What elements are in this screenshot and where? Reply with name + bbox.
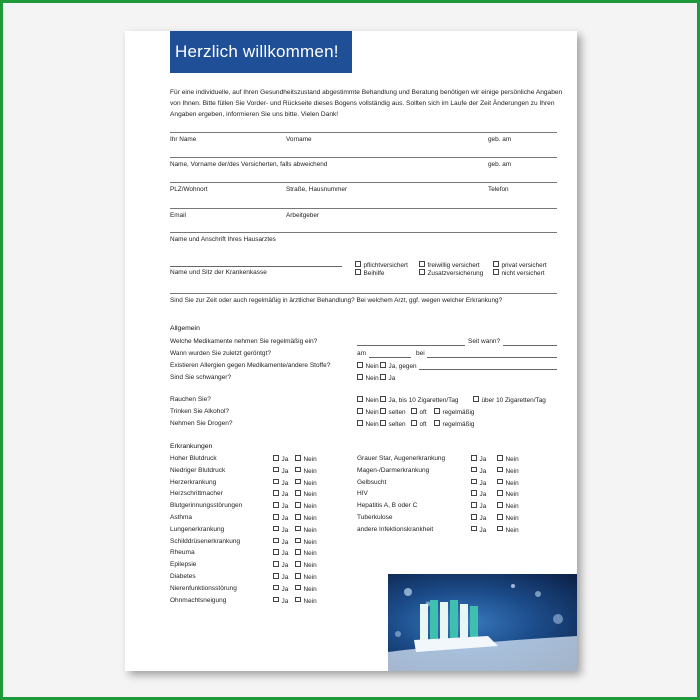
erkrankung-ja-option[interactable]: Ja <box>273 514 288 522</box>
erkrankung-ja-option[interactable]: Ja <box>273 561 288 569</box>
erkrankung-label: Niedriger Blutdruck <box>170 466 226 474</box>
checkbox[interactable] <box>434 420 440 426</box>
water-bubble <box>404 588 412 596</box>
checkbox[interactable] <box>471 502 477 508</box>
erkrankung-ja-option[interactable]: Ja <box>273 502 288 510</box>
erkrankung-ja-option[interactable]: Ja <box>471 526 486 534</box>
label-vorname: Vorname <box>286 136 312 143</box>
checkbox[interactable] <box>497 467 503 473</box>
erkrankung-label: Epilepsie <box>170 561 197 569</box>
bei-line[interactable] <box>427 357 557 358</box>
label-ihr-name: Ihr Name <box>170 136 197 143</box>
erkrankung-label: Lungenerkrankung <box>170 525 225 533</box>
label-behandlung: Sind Sie zur Zeit oder auch regelmäßig in ärztlicher Behandlung? Bei welchem Arzt, ggf. wegen welcher Erkrankung? <box>170 297 503 304</box>
label-bei: bei <box>416 350 425 357</box>
schwanger-ja[interactable]: Ja <box>380 374 395 382</box>
erkrankung-ja-option[interactable]: Ja <box>273 479 288 487</box>
erkrankung-ja-option[interactable]: Ja <box>273 585 288 593</box>
checkbox[interactable] <box>273 514 279 520</box>
checkbox[interactable] <box>273 573 279 579</box>
page-title: Herzlich willkommen! <box>170 31 352 73</box>
erkrankung-label: Diabetes <box>170 573 196 580</box>
erkrankung-nein-option[interactable]: Nein <box>295 526 317 534</box>
row-name[interactable] <box>170 132 557 148</box>
erkrankung-nein-option[interactable]: Nein <box>295 573 317 581</box>
checkbox[interactable] <box>273 561 279 567</box>
form-line <box>170 293 557 294</box>
erkrankung-label: HIV <box>357 490 368 498</box>
bristle-tuft <box>460 604 468 640</box>
erkrankung-ja-option[interactable]: Ja <box>273 573 288 581</box>
erkrankung-label: Rheuma <box>170 549 195 557</box>
checkbox[interactable] <box>273 549 279 555</box>
label-geb-am: geb. am <box>488 136 512 143</box>
erkrankung-ja-option[interactable]: Ja <box>273 549 288 557</box>
bristle-tuft <box>430 600 438 640</box>
erkrankung-label: Ohnmachtsneigung <box>170 596 227 604</box>
erkrankung-nein-option[interactable]: Nein <box>497 467 519 475</box>
allergie-ja[interactable]: Ja, gegen <box>380 362 417 370</box>
toothbrush-photo <box>388 574 577 671</box>
label-email: Email <box>170 212 186 219</box>
row-behandlung[interactable] <box>170 293 557 309</box>
erkrankung-ja-option[interactable]: Ja <box>273 490 288 498</box>
checkbox[interactable] <box>357 362 363 368</box>
checkbox[interactable] <box>295 467 301 473</box>
erkrankung-ja-option[interactable]: Ja <box>471 467 486 475</box>
erkrankung-ja-option[interactable]: Ja <box>471 514 486 522</box>
erkrankung-label: Tuberkulose <box>357 514 393 521</box>
checkbox[interactable] <box>471 479 477 485</box>
checkbox[interactable] <box>497 502 503 508</box>
am-line[interactable] <box>369 357 411 358</box>
erkrankung-nein-option[interactable]: Nein <box>295 549 317 557</box>
checkbox[interactable] <box>471 514 477 520</box>
erkrankung-nein-option[interactable]: Nein <box>497 479 519 487</box>
label-versicherter: Name, Vorname der/des Versicherten, falls abweichend <box>170 161 328 168</box>
erkrankung-nein-option[interactable]: Nein <box>295 538 317 546</box>
erkrankung-ja-option[interactable]: Ja <box>471 502 486 510</box>
checkbox[interactable] <box>273 467 279 473</box>
alkohol-regelmaessig[interactable]: regelmäßig <box>434 408 474 416</box>
checkbox[interactable] <box>295 549 301 555</box>
checkbox[interactable] <box>273 502 279 508</box>
schwanger-nein[interactable]: Nein <box>357 374 379 382</box>
form-line <box>170 157 557 158</box>
row-versicherter[interactable] <box>170 157 557 173</box>
erkrankung-label: Hepatitis A, B oder C <box>357 502 418 510</box>
label-geb-am-2: geb. am <box>488 161 512 168</box>
erkrankung-nein-option[interactable]: Nein <box>497 514 519 522</box>
form-line <box>170 132 557 133</box>
option-zusatz[interactable]: Zusatzversicherung <box>419 269 483 277</box>
erkrankung-label: Asthma <box>170 514 193 521</box>
erkrankung-nein-option[interactable]: Nein <box>497 502 519 510</box>
q-geroentgt: Wann wurden Sie zuletzt geröntgt? <box>170 350 271 357</box>
erkrankung-ja-option[interactable]: Ja <box>471 479 486 487</box>
erkrankung-label: Magen-/Darmerkrankung <box>357 466 430 474</box>
erkrankung-label: Schilddrüsenerkrankung <box>170 537 241 545</box>
checkbox[interactable] <box>273 538 279 544</box>
erkrankung-label: Gelbsucht <box>357 478 387 486</box>
erkrankung-nein-option[interactable]: Nein <box>295 502 317 510</box>
erkrankung-nein-option[interactable]: Nein <box>295 490 317 498</box>
checkbox[interactable] <box>473 396 479 402</box>
checkbox[interactable] <box>295 597 301 603</box>
checkbox[interactable] <box>295 479 301 485</box>
checkbox[interactable] <box>493 261 499 267</box>
erkrankung-nein-option[interactable]: Nein <box>295 585 317 593</box>
q-allergien: Existieren Allergien gegen Medikamente/andere Stoffe? <box>170 362 331 369</box>
erkrankung-nein-option[interactable]: Nein <box>295 455 317 463</box>
erkrankung-nein-option[interactable]: Nein <box>497 455 519 463</box>
erkrankung-ja-option[interactable]: Ja <box>273 538 288 546</box>
allergie-nein[interactable]: Nein <box>357 362 379 370</box>
checkbox[interactable] <box>357 396 363 402</box>
medikamente-line[interactable] <box>357 345 465 346</box>
checkbox[interactable] <box>380 362 386 368</box>
erkrankung-label: andere Infektionskrankheit <box>357 525 434 533</box>
checkbox[interactable] <box>357 408 363 414</box>
checkbox[interactable] <box>419 261 425 267</box>
label-telefon: Telefon <box>488 186 509 193</box>
q-alkohol: Trinken Sie Alkohol? <box>170 408 230 415</box>
checkbox[interactable] <box>295 538 301 544</box>
erkrankung-label: Herzerkrankung <box>170 478 217 486</box>
checkbox[interactable] <box>471 455 477 461</box>
q-schwanger: Sind Sie schwanger? <box>170 374 232 381</box>
form-line <box>170 182 557 183</box>
checkbox[interactable] <box>357 420 363 426</box>
checkbox[interactable] <box>380 420 386 426</box>
water-bubble <box>553 614 563 624</box>
erkrankung-ja-option[interactable]: Ja <box>273 526 288 534</box>
heading-allgemein: Allgemein <box>170 325 200 332</box>
checkbox[interactable] <box>497 479 503 485</box>
erkrankung-ja-option[interactable]: Ja <box>471 490 486 498</box>
alkohol-oft[interactable]: oft <box>411 408 427 416</box>
erkrankung-ja-option[interactable]: Ja <box>273 467 288 475</box>
checkbox[interactable] <box>355 269 361 275</box>
option-freiwillig[interactable]: freiwillig versichert <box>419 261 480 269</box>
erkrankung-nein-option[interactable]: Nein <box>295 561 317 569</box>
checkbox[interactable] <box>380 408 386 414</box>
checkbox[interactable] <box>295 490 301 496</box>
water-bubble <box>535 591 541 597</box>
q-rauchen: Rauchen Sie? <box>170 396 211 403</box>
form-page <box>125 31 577 671</box>
option-pflicht[interactable]: pflichtversichert <box>355 261 408 269</box>
bristle-tuft <box>420 604 428 640</box>
checkbox[interactable] <box>411 420 417 426</box>
label-am: am <box>357 350 367 357</box>
q-drogen: Nehmen Sie Drogen? <box>170 420 233 427</box>
drogen-selten[interactable]: selten <box>380 420 406 428</box>
checkbox[interactable] <box>295 514 301 520</box>
erkrankung-nein-option[interactable]: Nein <box>497 526 519 534</box>
checkbox[interactable] <box>273 526 279 532</box>
intro-text: Für eine individuelle, auf Ihren Gesundheitszustand abgestimmte Behandlung und Beratung benötigen wir einige persönliche Angaben von Ihnen. Bitte füllen Sie Vorder- und Rückseite dieses Bogens vollständig aus. Sollten sich im Laufe der Zeit Änderungen zu Ihren Angaben ergeben, informieren Sie uns bitte. Vielen Dank! <box>170 89 563 118</box>
checkbox[interactable] <box>471 526 477 532</box>
checkbox[interactable] <box>419 269 425 275</box>
allergie-line[interactable] <box>419 369 557 370</box>
water-bubble <box>395 631 401 637</box>
checkbox[interactable] <box>357 374 363 380</box>
erkrankung-ja-option[interactable]: Ja <box>273 455 288 463</box>
erkrankung-nein-option[interactable]: Nein <box>295 479 317 487</box>
erkrankung-label: Hoher Blutdruck <box>170 455 217 462</box>
checkbox[interactable] <box>497 490 503 496</box>
checkbox[interactable] <box>380 396 386 402</box>
checkbox[interactable] <box>493 269 499 275</box>
row-hausarzt[interactable] <box>170 232 557 248</box>
checkbox[interactable] <box>273 490 279 496</box>
checkbox[interactable] <box>497 514 503 520</box>
erkrankung-label: Grauer Star, Augenerkrankung <box>357 455 446 462</box>
checkbox[interactable] <box>295 561 301 567</box>
checkbox[interactable] <box>295 585 301 591</box>
bristle-tuft <box>470 606 478 640</box>
checkbox[interactable] <box>434 408 440 414</box>
checkbox[interactable] <box>273 585 279 591</box>
option-privat[interactable]: privat versichert <box>493 261 547 269</box>
krankenkasse-line[interactable] <box>170 266 342 267</box>
drogen-nein[interactable]: Nein <box>357 420 379 428</box>
erkrankung-nein-option[interactable]: Nein <box>497 490 519 498</box>
erkrankung-ja-option[interactable]: Ja <box>471 455 486 463</box>
row-adresse[interactable] <box>170 182 557 198</box>
checkbox[interactable] <box>471 467 477 473</box>
option-beihilfe[interactable]: Beihilfe <box>355 269 384 277</box>
label-plz: PLZ/Wohnort <box>170 186 208 193</box>
label-arbeitgeber: Arbeitgeber <box>286 212 320 219</box>
label-strasse: Straße, Hausnummer <box>286 186 348 193</box>
checkbox[interactable] <box>355 261 361 267</box>
checkbox[interactable] <box>295 455 301 461</box>
bristle-tuft <box>450 600 458 640</box>
bristle-tuft <box>440 602 448 640</box>
label-hausarzt: Name und Anschrift Ihres Hausarztes <box>170 236 276 243</box>
alkohol-selten[interactable]: selten <box>380 408 406 416</box>
checkbox[interactable] <box>295 502 301 508</box>
rauchen-ueber10[interactable]: über 10 Zigaretten/Tag <box>473 396 546 404</box>
erkrankung-label: Herzschrittmacher <box>170 490 223 498</box>
erkrankung-nein-option[interactable]: Nein <box>295 597 317 605</box>
checkbox[interactable] <box>471 490 477 496</box>
checkbox[interactable] <box>411 408 417 414</box>
checkbox[interactable] <box>497 455 503 461</box>
checkbox[interactable] <box>273 597 279 603</box>
option-nicht[interactable]: nicht versichert <box>493 269 544 277</box>
checkbox[interactable] <box>273 479 279 485</box>
erkrankung-label: Nierenfunktionsstörung <box>170 584 237 592</box>
checkbox[interactable] <box>295 526 301 532</box>
erkrankung-ja-option[interactable]: Ja <box>273 597 288 605</box>
q-medikamente: Welche Medikamente nehmen Sie regelmäßig ein? <box>170 338 318 345</box>
form-line <box>170 208 557 209</box>
checkbox[interactable] <box>497 526 503 532</box>
checkbox[interactable] <box>273 455 279 461</box>
seit-wann-line[interactable] <box>503 345 557 346</box>
label-krankenkasse: Name und Sitz der Krankenkasse <box>170 269 267 276</box>
drogen-regelmaessig[interactable]: regelmäßig <box>434 420 474 428</box>
alkohol-nein[interactable]: Nein <box>357 408 379 416</box>
checkbox[interactable] <box>380 374 386 380</box>
row-email[interactable] <box>170 208 557 224</box>
rauchen-bis10[interactable]: Ja, bis 10 Zigaretten/Tag <box>380 396 458 404</box>
water-bubble <box>511 584 515 588</box>
label-seit-wann: Seit wann? <box>468 338 501 345</box>
erkrankung-nein-option[interactable]: Nein <box>295 514 317 522</box>
erkrankung-label: Blutgerinnungsstörungen <box>170 502 243 510</box>
rauchen-nein[interactable]: Nein <box>357 396 379 404</box>
form-line <box>170 232 557 233</box>
heading-erkrankungen: Erkrankungen <box>170 443 213 450</box>
checkbox[interactable] <box>295 573 301 579</box>
toothbrush-icon <box>388 574 577 671</box>
drogen-oft[interactable]: oft <box>411 420 427 428</box>
erkrankung-nein-option[interactable]: Nein <box>295 467 317 475</box>
